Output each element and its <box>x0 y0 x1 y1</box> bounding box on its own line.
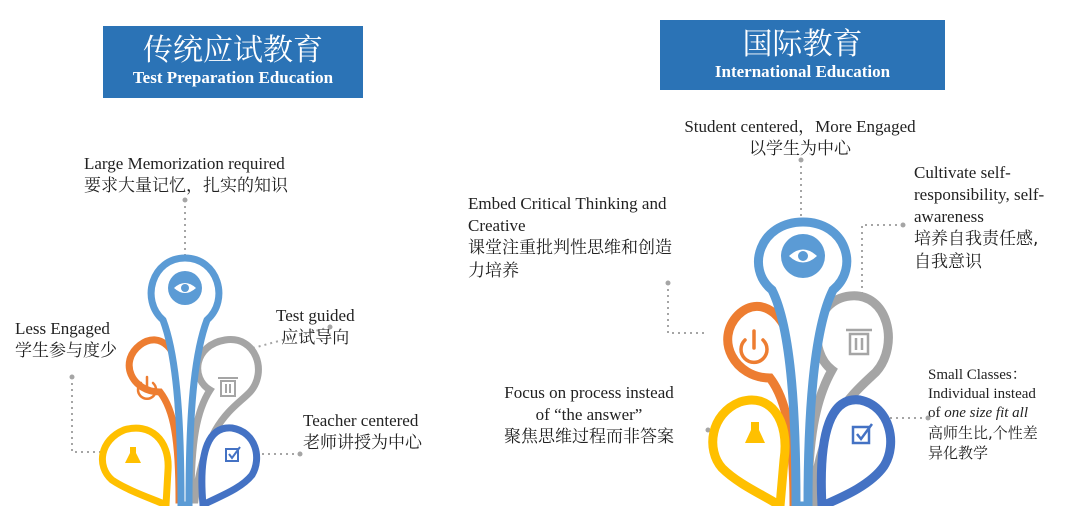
cultivate-cn-2: 自我意识 <box>914 252 982 272</box>
focus-en-2: of “the answer” <box>535 405 643 424</box>
test-guided-label <box>276 305 355 350</box>
cultivate-cn-1: 培养自我责任感, <box>914 229 1039 249</box>
student-centered-label <box>655 116 945 161</box>
cultivate-en-1: Cultivate self- <box>914 163 1011 182</box>
small-en-3 <box>928 404 1078 423</box>
less-engaged-label <box>15 318 117 363</box>
small-classes-label <box>928 366 1078 463</box>
teacher-centered-label <box>303 410 422 455</box>
focus-en-1: Focus on process instead <box>504 383 674 402</box>
left-yellow-petal <box>102 428 168 505</box>
memorization-en: Large Memorization required <box>84 154 285 173</box>
memorization-cn: 要求大量记忆，扎实的知识 <box>84 176 288 196</box>
student-centered-en: Student centered，More Engaged <box>684 117 916 136</box>
focus-process-label <box>474 382 704 449</box>
critical-en-2: Creative <box>468 216 526 235</box>
cultivate-en-3: awareness <box>914 207 984 226</box>
cultivate-label <box>914 162 1079 274</box>
teacher-centered-en: Teacher centered <box>303 411 419 430</box>
critical-cn-2: 力培养 <box>468 261 519 281</box>
memorization-label <box>84 153 288 198</box>
critical-thinking-label <box>468 193 728 283</box>
left-navy-petal <box>202 428 257 505</box>
small-cn-1: 高师生比,个性差 <box>928 424 1038 442</box>
critical-en-1: Embed Critical Thinking and <box>468 194 667 213</box>
right-title-en: International Education <box>714 62 891 81</box>
eye-icon <box>168 271 202 305</box>
right-title-cn: 国际教育 <box>742 27 863 62</box>
less-engaged-en: Less Engaged <box>15 319 110 338</box>
less-engaged-cn: 学生参与度少 <box>15 341 117 361</box>
small-en-1: Small Classes： <box>928 367 1027 383</box>
test-guided-en: Test guided <box>276 306 355 325</box>
eye-icon <box>781 234 825 278</box>
cultivate-en-2: responsibility, self- <box>914 185 1045 204</box>
student-centered-cn: 以学生为中心 <box>749 139 851 159</box>
test-guided-cn: 应试导向 <box>281 328 350 348</box>
critical-cn-1: 课堂注重批判性思维和创造 <box>468 238 672 258</box>
right-yellow-petal <box>713 400 785 506</box>
teacher-centered-cn: 老师讲授为中心 <box>303 433 422 453</box>
small-en-3a: of <box>928 405 945 421</box>
small-cn-2: 异化教学 <box>928 444 989 462</box>
left-title-en: Test Preparation Education <box>132 68 334 87</box>
focus-cn: 聚焦思维过程而非答案 <box>504 427 674 447</box>
small-en-2: Individual instead <box>928 386 1036 402</box>
right-navy-petal <box>821 400 890 506</box>
left-title-cn: 传统应试教育 <box>143 33 323 68</box>
small-en-3b: one size fit all <box>944 405 1028 421</box>
